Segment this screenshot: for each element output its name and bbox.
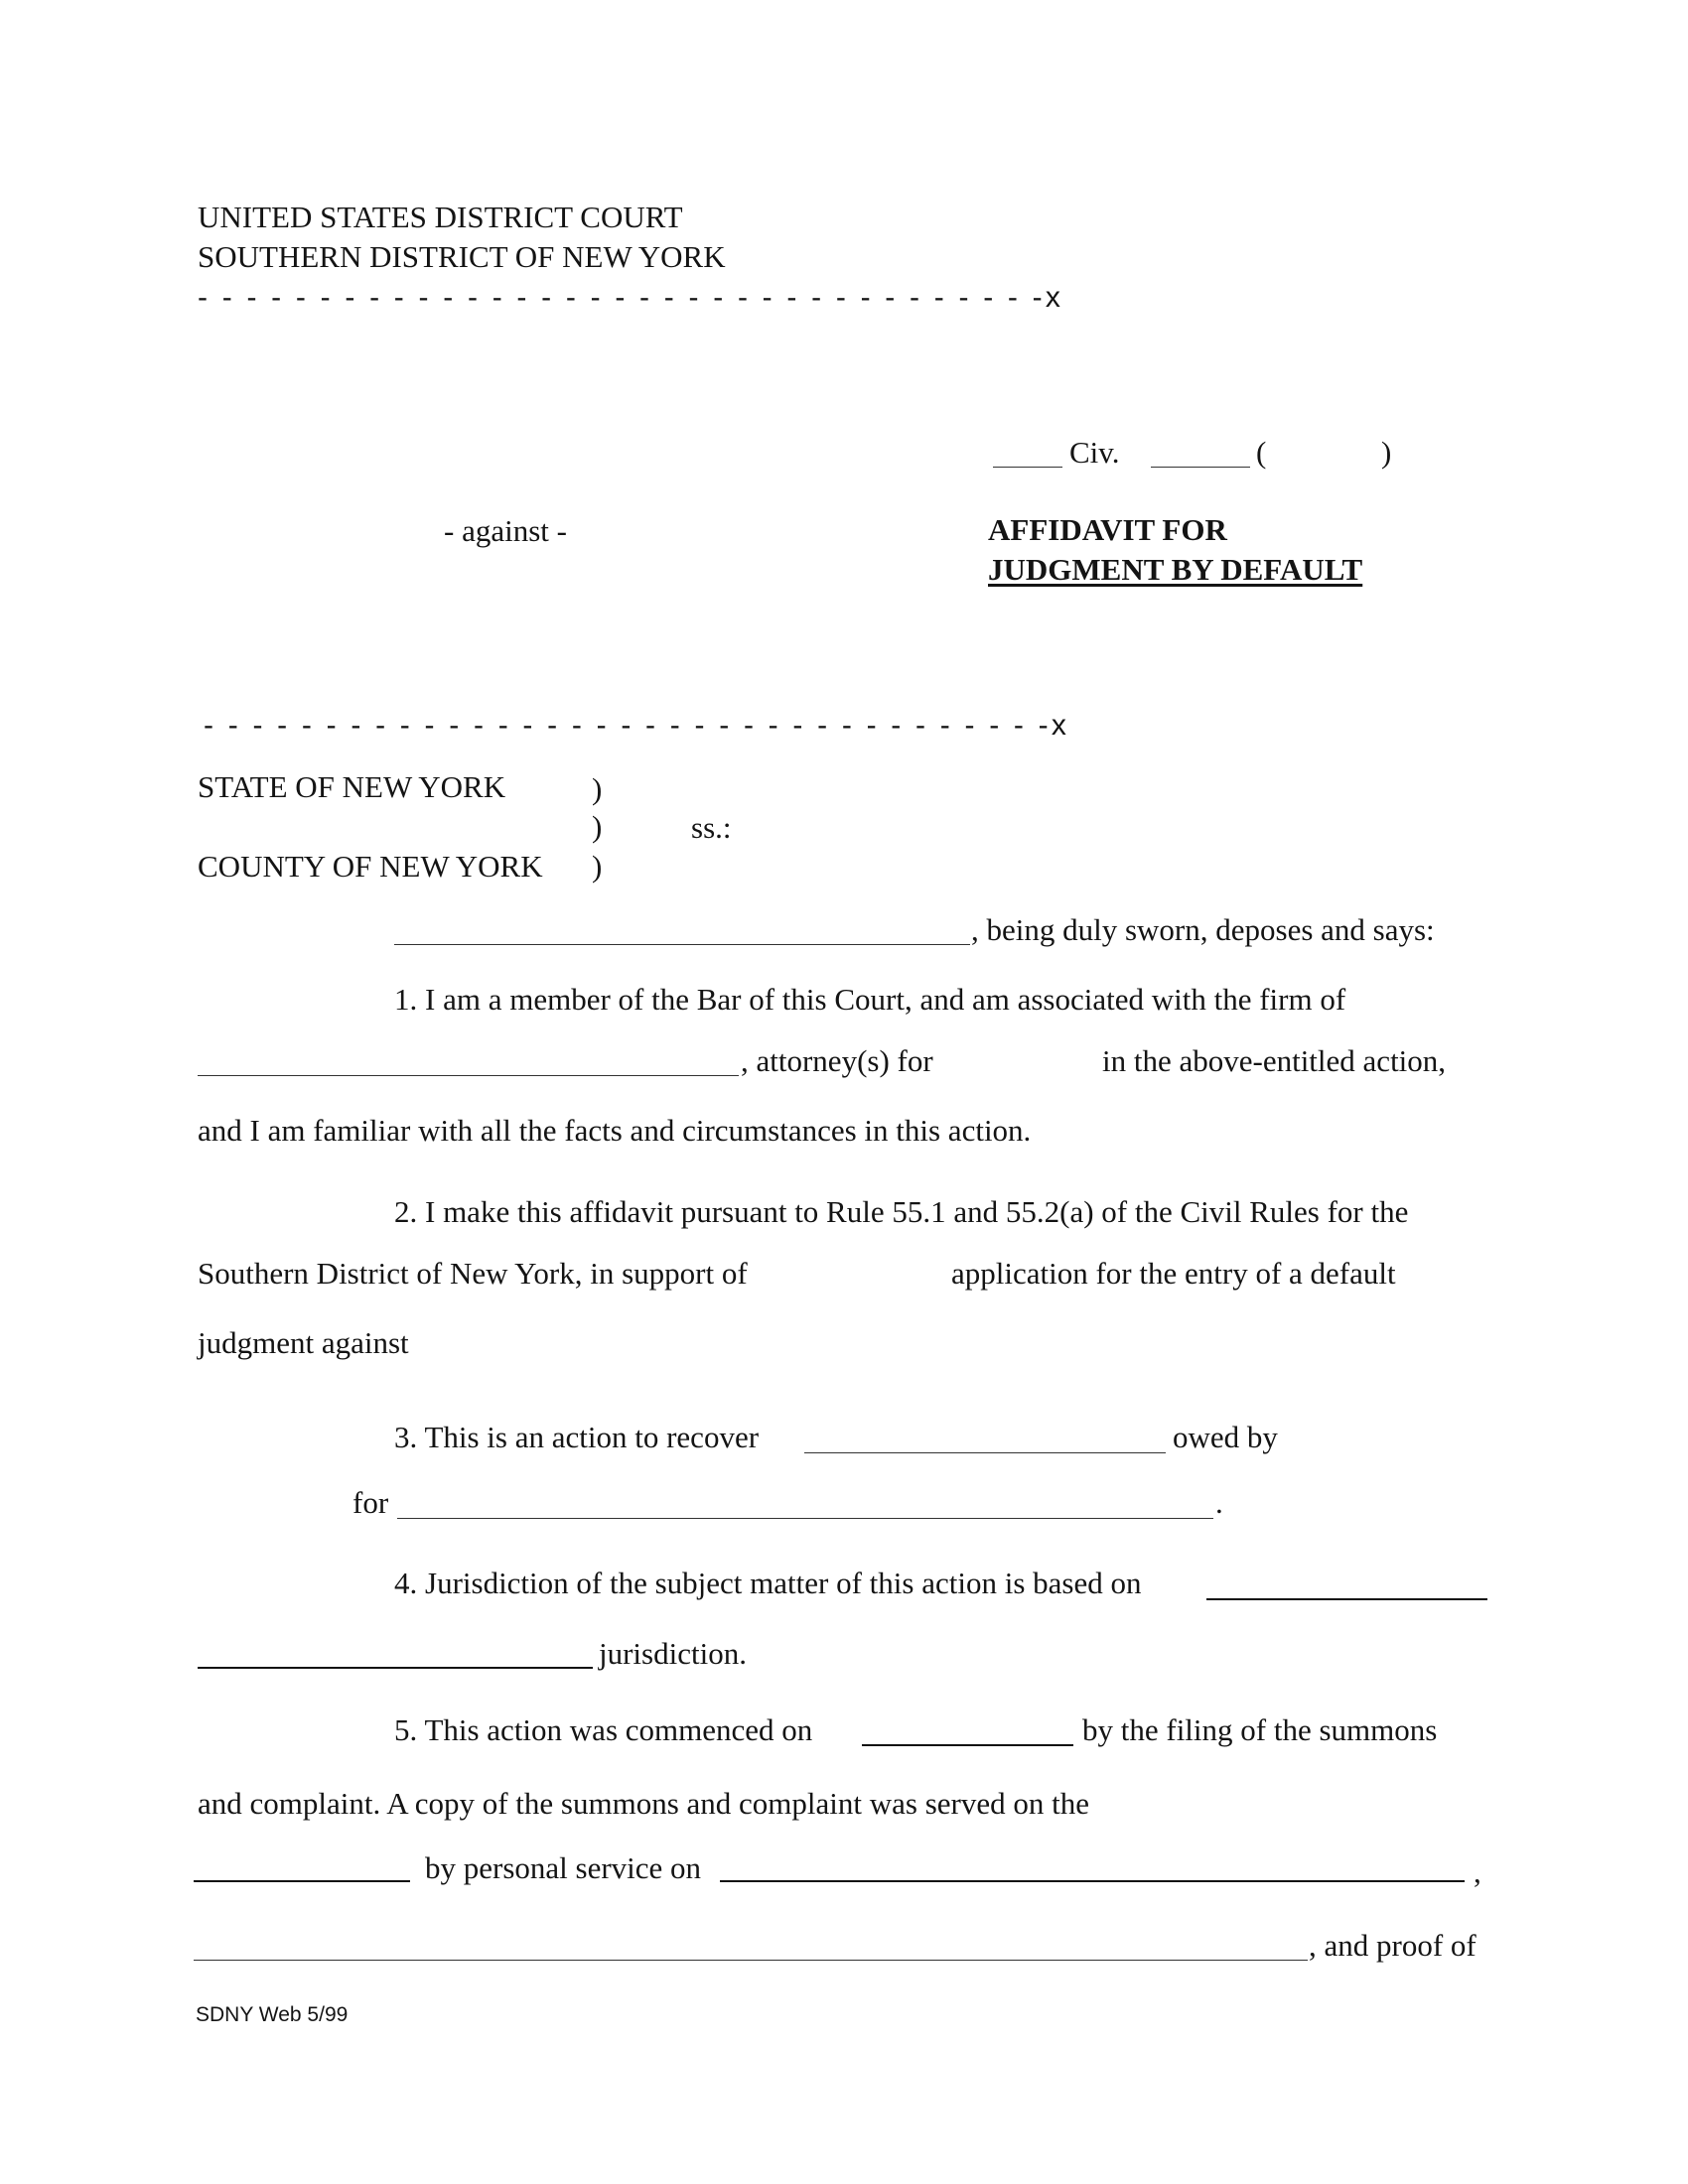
judge-paren-close: ): [1381, 435, 1392, 470]
paragraph-5-line3: by personal service on: [425, 1850, 702, 1885]
district-name: SOUTHERN DISTRICT OF NEW YORK: [198, 239, 726, 274]
paragraph-1-attorney: , attorney(s) for: [741, 1043, 933, 1078]
venue-state: STATE OF NEW YORK: [198, 769, 506, 804]
civ-label: Civ.: [1069, 435, 1120, 470]
paragraph-3-for: for: [352, 1485, 389, 1520]
paragraph-4-line2: jurisdiction.: [599, 1636, 747, 1671]
venue-county: COUNTY OF NEW YORK: [198, 849, 543, 884]
paragraph-3-period: .: [1215, 1485, 1223, 1520]
paragraph-1-action: in the above-entitled action,: [1102, 1043, 1447, 1078]
caption-separator-bottom: - - - - - - - - - - - - - - - - - - - - - - - - - - - - - - - - - - -x: [204, 709, 1070, 742]
paragraph-3-line1: 3. This is an action to recover: [394, 1420, 760, 1454]
affiant-name-blank[interactable]: [394, 944, 970, 945]
document-title-line1: AFFIDAVIT FOR: [988, 512, 1227, 547]
amount-blank[interactable]: [804, 1452, 1166, 1453]
judge-paren-open: (: [1256, 435, 1267, 470]
jurisdiction-blank-2[interactable]: [198, 1667, 593, 1669]
sworn-statement: , being duly sworn, deposes and says:: [971, 912, 1435, 947]
venue-paren-2: ): [592, 809, 603, 844]
jurisdiction-blank-1[interactable]: [1206, 1598, 1487, 1600]
service-address-blank[interactable]: [194, 1960, 1308, 1961]
venue-ss: ss.:: [691, 810, 732, 845]
paragraph-3-owed: owed by: [1173, 1420, 1278, 1454]
paragraph-1-line1: 1. I am a member of the Bar of this Court, and am associated with the firm of: [394, 982, 1346, 1017]
venue-paren-3: ): [592, 849, 603, 884]
served-person-blank[interactable]: [720, 1880, 1465, 1882]
paragraph-4-line1: 4. Jurisdiction of the subject matter of this action is based on: [394, 1566, 1142, 1600]
venue-paren-1: ): [592, 771, 603, 806]
court-name: UNITED STATES DISTRICT COURT: [198, 200, 683, 234]
purpose-blank[interactable]: [397, 1518, 1213, 1519]
case-year-blank[interactable]: [993, 467, 1062, 468]
paragraph-2-line2a: Southern District of New York, in support of: [198, 1256, 748, 1291]
paragraph-5-comma: ,: [1474, 1854, 1481, 1889]
commenced-date-blank[interactable]: [862, 1744, 1073, 1746]
document-title-line2: JUDGMENT BY DEFAULT: [988, 552, 1363, 587]
paragraph-1-line3: and I am familiar with all the facts and circumstances in this action.: [198, 1113, 1032, 1148]
case-number-blank[interactable]: [1151, 467, 1250, 468]
form-version-footer: SDNY Web 5/99: [196, 2003, 349, 2026]
paragraph-2-line3: judgment against: [198, 1325, 409, 1360]
paragraph-5-line2: and complaint. A copy of the summons and complaint was served on the: [198, 1786, 1089, 1821]
firm-name-blank[interactable]: [198, 1075, 739, 1076]
paragraph-5-line1b: by the filing of the summons: [1082, 1712, 1438, 1747]
paragraph-2-line2b: application for the entry of a default: [951, 1256, 1396, 1291]
paragraph-5-line4: , and proof of: [1309, 1928, 1477, 1963]
paragraph-2-line1: 2. I make this affidavit pursuant to Rule 55.1 and 55.2(a) of the Civil Rules for the: [394, 1194, 1409, 1229]
caption-separator-top: - - - - - - - - - - - - - - - - - - - - - - - - - - - - - - - - - - -x: [198, 281, 1064, 314]
paragraph-5-line1a: 5. This action was commenced on: [394, 1712, 813, 1747]
against-label: - against -: [444, 513, 567, 548]
served-party-blank[interactable]: [194, 1880, 410, 1882]
